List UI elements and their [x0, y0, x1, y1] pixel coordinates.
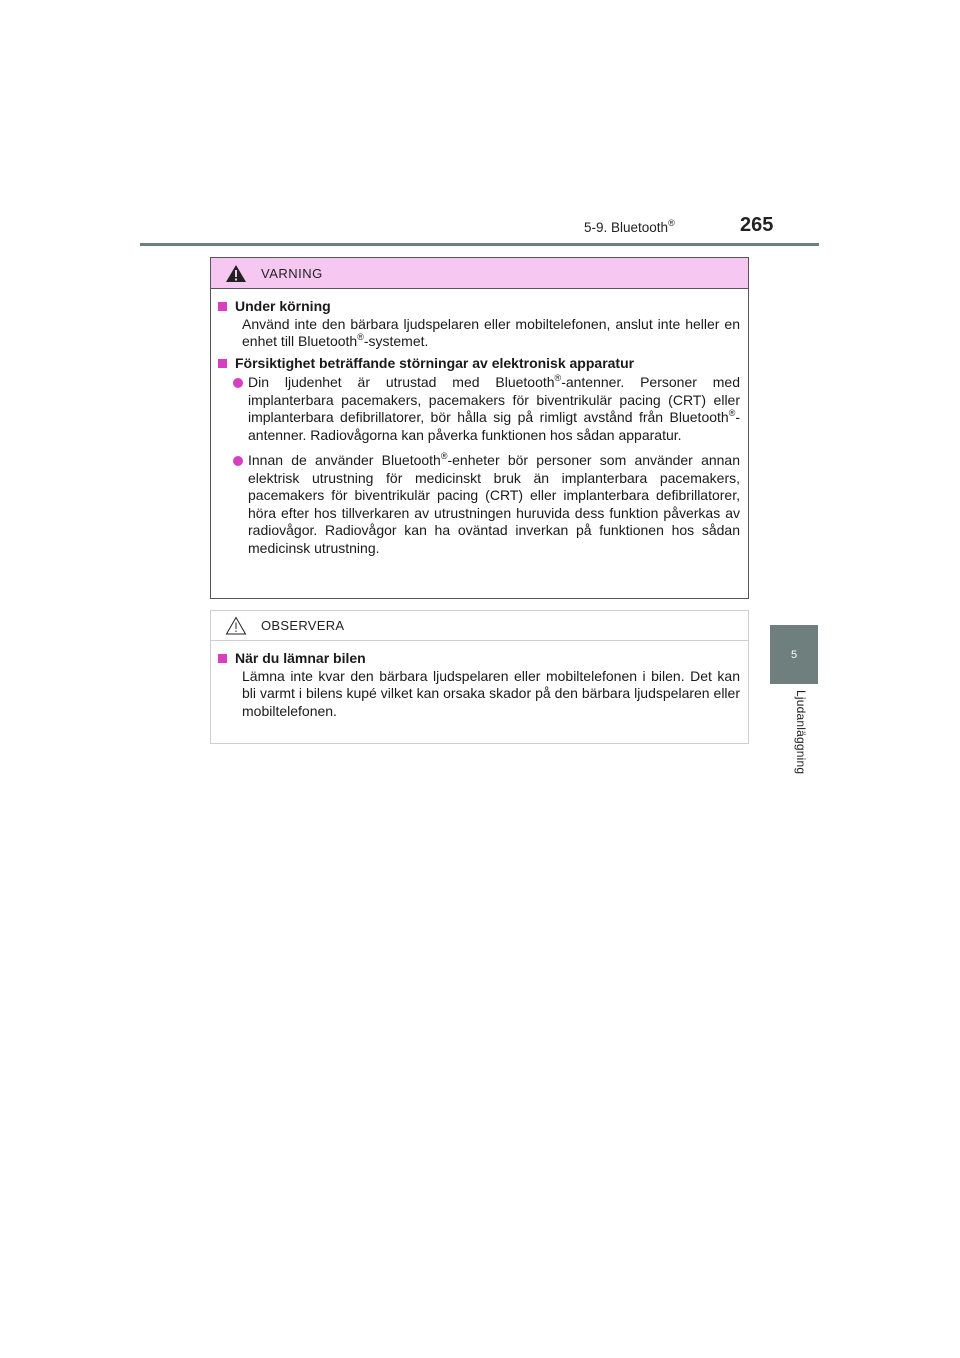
warning-body [211, 289, 748, 557]
page-number: 265 [740, 214, 774, 236]
caution-paragraph: Lämna inte kvar den bärbara ljudspelaren eller mobiltelefonen i bilen. Det kan bli varmt i bilens kupé vilket kan orsaka skador på den bärbara ljudspelaren eller mobiltelefonen. [242, 667, 740, 719]
registered-mark: ® [668, 218, 675, 228]
item-title-text: När du lämnar bilen [235, 650, 366, 666]
item-title-text: Försiktighet beträffande störningar av elektronisk apparatur [235, 354, 635, 371]
registered-mark: ® [728, 408, 736, 418]
square-bullet-icon [218, 359, 227, 368]
caution-item-title [217, 650, 740, 668]
text: Din ljudenhet är utrustad med Bluetooth [248, 374, 555, 390]
chapter-label: Ljudanläggning [794, 690, 808, 775]
text: -antenner. Personer med implanterbara pacemakers, pacemakers för biventrikulär pacing (CRT) eller implanterbara defibrillatorer, bör hålla sig på rimligt avstånd från Bluetooth [248, 374, 740, 425]
round-bullet-icon [233, 378, 243, 388]
warning-heading: VARNING [261, 265, 323, 281]
text: -antenner. Radiovågorna kan påverka funktionen hos sådan apparatur. [248, 409, 740, 443]
list-item [217, 452, 740, 557]
warning-header [211, 258, 748, 289]
warning-box [210, 257, 749, 599]
caution-heading: OBSERVERA [261, 618, 345, 633]
text: -enheter bör personer som använder annan elektrisk utrustning för medicinskt bruk än implanterbara pacemakers, pacemakers för biventrikulär pacing (CRT) eller implanterbara defibrillatorer, höra efter hos tillverkaren av utrustningen huruvida dess funktion påverkas av radiovågor. Radiovågor kan ha oväntad inverkan på funktionen hos sådan medicinsk utrustning. [248, 452, 740, 556]
warning-item-title [217, 355, 740, 373]
section-title-text: 5-9. Bluetooth [584, 220, 669, 235]
square-bullet-icon [218, 302, 227, 311]
warning-triangle-icon [225, 264, 247, 283]
registered-mark: ® [554, 373, 562, 383]
caution-box [210, 610, 749, 744]
caution-body [211, 641, 748, 720]
round-bullet-icon [233, 456, 243, 466]
header-rule [140, 243, 819, 246]
square-bullet-icon [218, 654, 227, 663]
caution-header [211, 611, 748, 641]
caution-triangle-icon [225, 616, 247, 635]
registered-mark: ® [357, 332, 364, 342]
registered-mark: ® [440, 451, 448, 461]
section-title [584, 220, 675, 235]
list-item [217, 374, 740, 444]
text: -systemet. [363, 333, 429, 349]
text: Innan de använder Bluetooth [248, 452, 441, 468]
item-title-text: Under körning [235, 298, 331, 314]
chapter-tab[interactable] [770, 625, 818, 684]
warning-item-title [217, 298, 740, 316]
warning-paragraph [217, 316, 740, 351]
text: Använd inte den bärbara ljudspelaren eller mobiltelefonen, anslut inte heller en enhet till Bluetooth [242, 315, 740, 349]
chapter-number: 5 [790, 648, 798, 661]
